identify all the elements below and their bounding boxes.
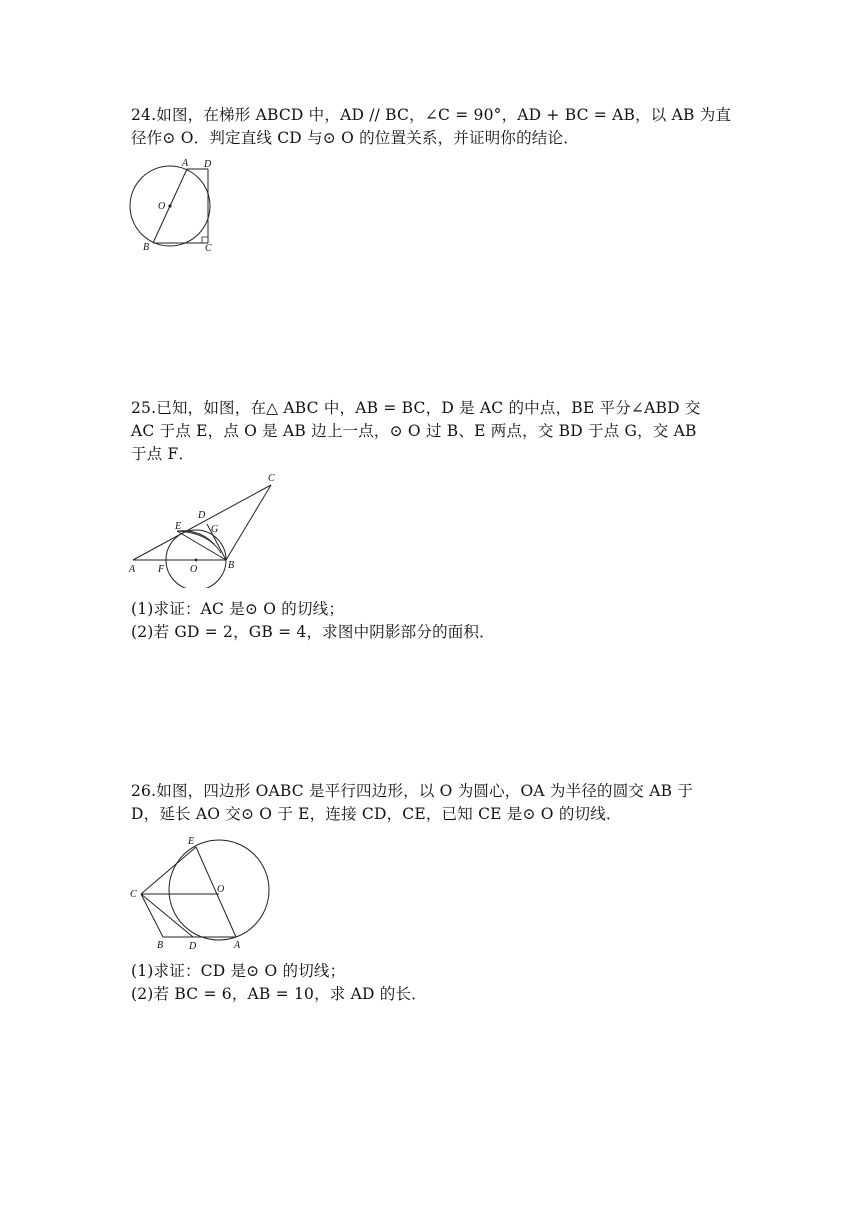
problem-25-line-2: AC 于点 E，点 O 是 AB 边上一点，⊙ O 过 B、E 两点，交 BD 于点 G，交 AB <box>131 422 697 440</box>
label-a-25: A <box>129 564 136 575</box>
problem-25-question-1: (1)求证：AC 是⊙ O 的切线； <box>131 600 345 618</box>
problem-26-question-1: (1)求证：CD 是⊙ O 的切线； <box>131 962 346 980</box>
label-e-25: E <box>175 521 182 532</box>
segment-bc-25 <box>226 485 271 560</box>
label-a-24: A <box>182 158 189 169</box>
figure-25 <box>125 468 285 588</box>
problem-25-line-1: 25.已知，如图，在△ ABC 中，AB = BC，D 是 AC 的中点，BE 平分∠ABD 交 <box>131 399 701 417</box>
segment-cd-26 <box>141 894 193 937</box>
problem-24-line-1: 24.如图，在梯形 ABCD 中，AD // BC，∠C = 90°，AD + BC = AB，以 AB 为直 <box>131 106 732 124</box>
label-b-24: B <box>143 242 150 253</box>
label-b-26: B <box>157 940 164 951</box>
problem-26-line-2: D，延长 AO 交⊙ O 于 E，连接 CD，CE，已知 CE 是⊙ O 的切线． <box>131 805 622 823</box>
segment-ea-26 <box>196 847 236 937</box>
problem-25-line-3: 于点 F． <box>131 445 195 463</box>
label-o-24: O <box>158 201 166 212</box>
center-dot-24 <box>168 204 171 207</box>
segment-ce-26 <box>141 847 196 894</box>
problem-24-line-2: 径作⊙ O．判定直线 CD 与⊙ O 的位置关系，并证明你的结论． <box>131 129 579 147</box>
label-c-26: C <box>130 889 137 900</box>
segment-cb-26 <box>141 894 163 937</box>
label-g-25: G <box>211 524 219 535</box>
label-o-25: O <box>190 564 198 575</box>
label-d-24: D <box>204 159 212 170</box>
label-e-26: E <box>188 836 195 847</box>
label-b-25: B <box>228 560 235 571</box>
segment-ac-25 <box>133 485 271 560</box>
label-c-24: C <box>205 243 212 254</box>
figure-24 <box>120 155 230 255</box>
label-c-25: C <box>268 473 275 484</box>
center-dot-25 <box>195 559 198 562</box>
problem-25-question-2: (2)若 GD = 2，GB = 4，求图中阴影部分的面积． <box>131 623 495 641</box>
label-d-25: D <box>198 510 206 521</box>
problem-26-line-1: 26.如图，四边形 OABC 是平行四边形，以 O 为圆心，OA 为半径的圆交 AB 于 <box>131 782 694 800</box>
label-f-25: F <box>158 564 165 575</box>
label-d-26: D <box>189 941 197 952</box>
label-a-26: A <box>234 940 241 951</box>
figure-26 <box>125 830 285 955</box>
label-o-26: O <box>217 884 225 895</box>
problem-26-question-2: (2)若 BC = 6，AB = 10，求 AD 的长． <box>131 985 427 1003</box>
